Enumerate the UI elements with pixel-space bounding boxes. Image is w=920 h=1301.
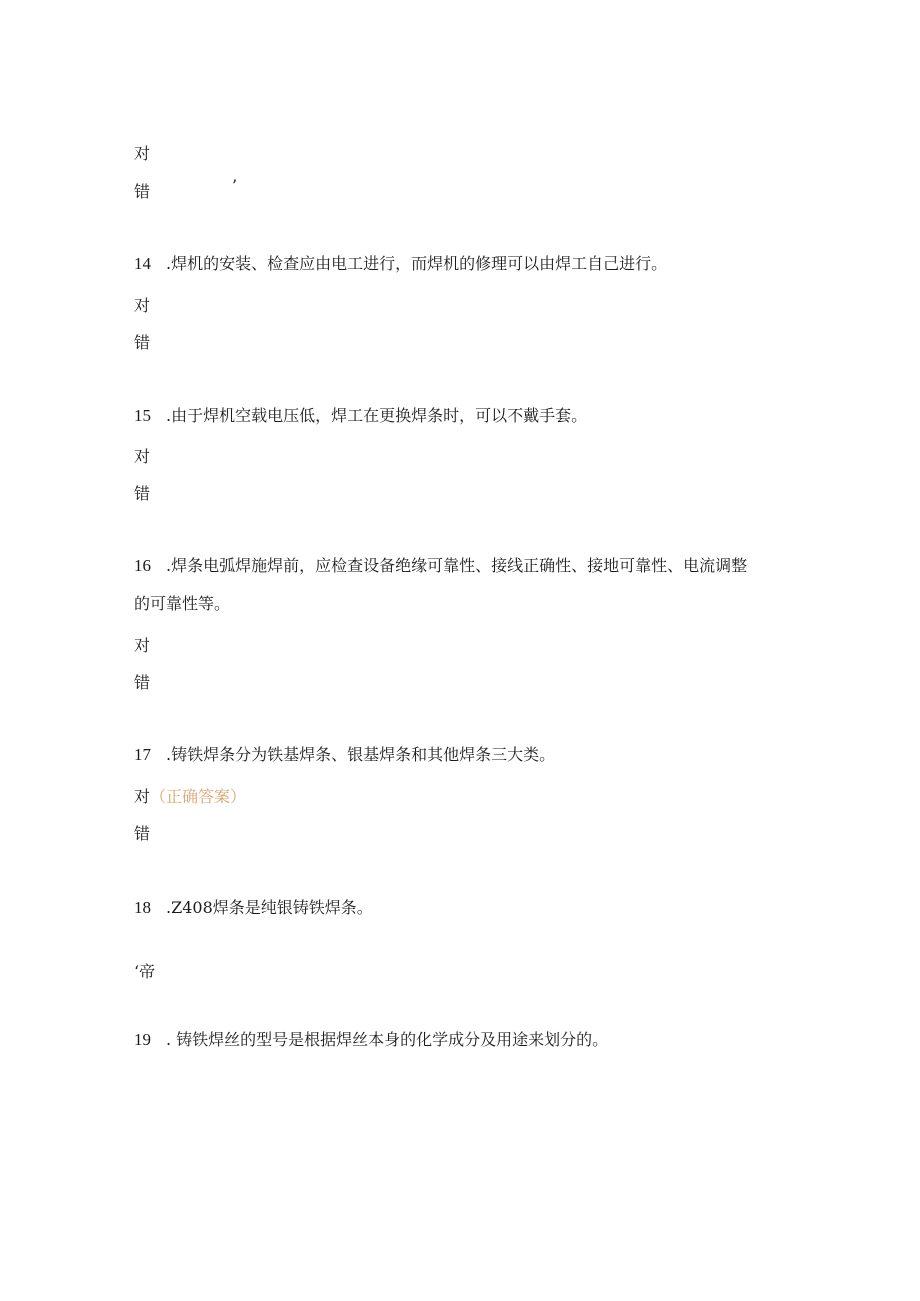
question-text: .Z408焊条是纯银铸铁焊条。	[166, 898, 373, 917]
question-number: 14	[134, 254, 151, 273]
question-19	[134, 1030, 608, 1050]
garbled-option[interactable]: ‘帝	[134, 962, 156, 981]
correct-answer-note: （正确答案）	[150, 787, 247, 806]
option-false[interactable]: 错	[134, 182, 151, 201]
question-text: .焊机的安装、检查应由电工进行，而焊机的修理可以由焊工自己进行。	[166, 254, 668, 273]
option-true[interactable]: 对	[134, 144, 151, 163]
option-false[interactable]: 错	[134, 333, 151, 352]
option-true-correct[interactable]	[134, 787, 246, 807]
option-true[interactable]: 对	[134, 296, 151, 315]
question-number: 16	[134, 556, 151, 575]
question-14	[134, 254, 667, 274]
question-16	[134, 556, 747, 576]
question-18	[134, 898, 373, 918]
question-number: 19	[134, 1030, 151, 1049]
question-text-line2: 的可靠性等。	[134, 594, 231, 613]
question-number: 15	[134, 406, 151, 425]
option-false[interactable]: 错	[134, 484, 151, 503]
question-text-line1: .焊条电弧焊施焊前，应检查设备绝缘可靠性、接线正确性、接地可靠性、电流调整	[166, 556, 748, 575]
question-text: . 铸铁焊丝的型号是根据焊丝本身的化学成分及用途来划分的。	[166, 1030, 609, 1049]
option-true[interactable]: 对	[134, 636, 151, 655]
question-number: 18	[134, 898, 151, 917]
option-false[interactable]: 错	[134, 673, 151, 692]
stray-mark: ’	[232, 176, 238, 195]
question-15	[134, 406, 587, 426]
question-17	[134, 745, 555, 765]
option-false[interactable]: 错	[134, 824, 151, 843]
question-text: .由于焊机空载电压低，焊工在更换焊条时，可以不戴手套。	[166, 406, 588, 425]
question-text: .铸铁焊条分为铁基焊条、银基焊条和其他焊条三大类。	[166, 745, 556, 764]
question-number: 17	[134, 745, 151, 764]
option-true[interactable]: 对	[134, 447, 151, 466]
option-label: 对	[134, 787, 151, 806]
